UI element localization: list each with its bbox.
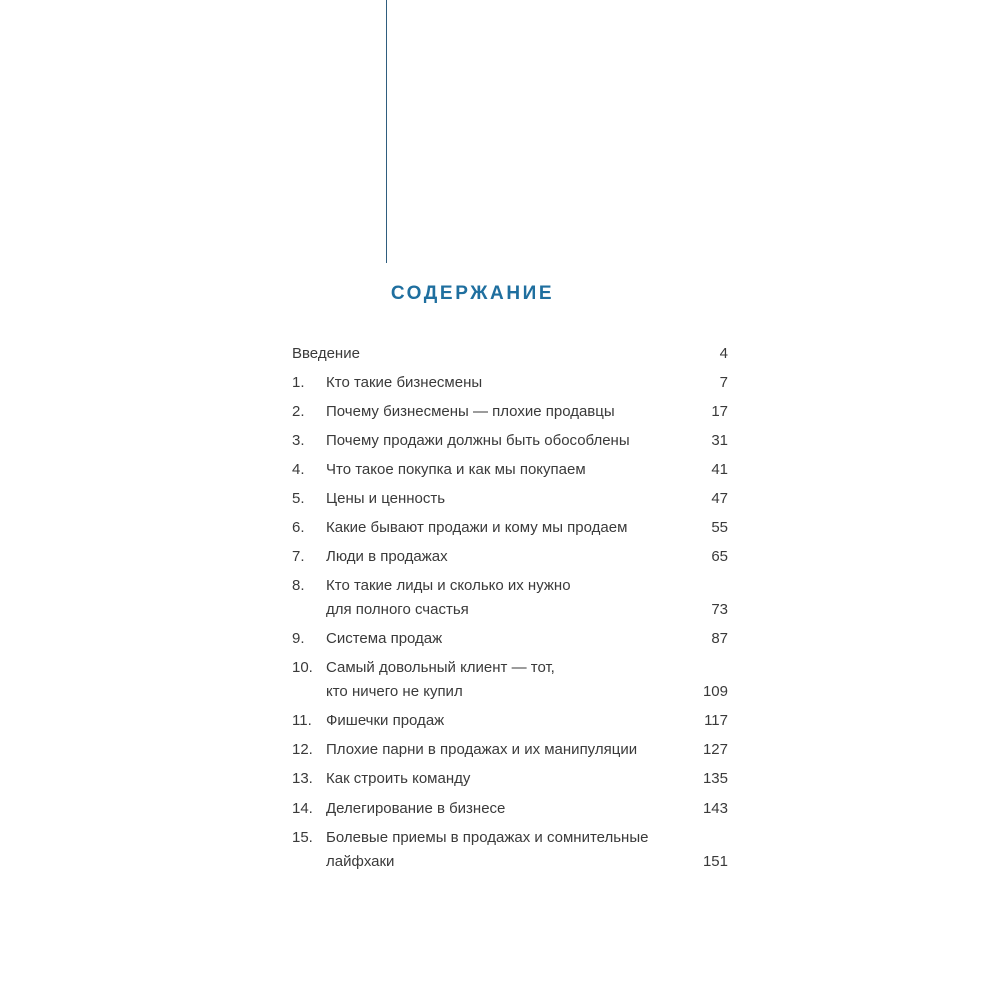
toc-entry-title: Какие бывают продажи и кому мы продаем: [326, 519, 628, 536]
toc-entry-page: 127: [702, 741, 728, 758]
toc-entry-title-line: Кто такие лиды и сколько их нужно: [326, 577, 571, 594]
toc-entry-page: 7: [719, 374, 728, 391]
toc-entry-number: 4.: [292, 461, 305, 478]
toc-entry-title: [326, 826, 676, 874]
toc-entry-title: Люди в продажах: [326, 548, 448, 565]
toc-entry-title: Делегирование в бизнесе: [326, 800, 506, 817]
toc-entry-number: 11.: [292, 712, 312, 729]
toc-entry-number: 10.: [292, 659, 313, 676]
toc-entry-number: 14.: [292, 800, 313, 817]
toc-entry-page: 31: [711, 432, 728, 449]
toc-entry-number: 7.: [292, 548, 305, 565]
toc-entry-number: 1.: [292, 374, 305, 391]
toc-entry-title: Что такое покупка и как мы покупаем: [326, 461, 586, 478]
toc-entry-number: 3.: [292, 432, 305, 449]
toc-entry-number: 15.: [292, 829, 313, 846]
page-title: СОДЕРЖАНИЕ: [390, 283, 555, 304]
toc-entry-page: 41: [711, 461, 728, 478]
table-of-contents: [292, 0, 728, 1000]
toc-entry-title: Фишечки продаж: [326, 712, 445, 729]
toc-entry-title: [326, 574, 676, 622]
toc-entry-title: [326, 656, 676, 704]
toc-entry-title-line: для полного счастья: [326, 601, 469, 618]
toc-entry-number: 12.: [292, 741, 313, 758]
toc-entry-title-line: Болевые приемы в продажах и сомнительные: [326, 829, 649, 846]
toc-entry-title: Почему продажи должны быть обособлены: [326, 432, 630, 449]
toc-entry-title-line: кто ничего не купил: [326, 683, 463, 700]
toc-entry-page: 73: [711, 601, 728, 618]
toc-entry-page: 135: [702, 770, 728, 787]
toc-entry-title: Как строить команду: [326, 770, 471, 787]
toc-entry-page: 143: [702, 800, 728, 817]
toc-entry-page: 65: [711, 548, 728, 565]
toc-entry-label: Введение: [292, 345, 360, 362]
toc-entry-page: 151: [702, 853, 728, 870]
toc-entry-page: 47: [711, 490, 728, 507]
toc-entry-title: Кто такие бизнесмены: [326, 374, 483, 391]
toc-entry-title: Цены и ценность: [326, 490, 446, 507]
toc-entry-number: 13.: [292, 770, 313, 787]
toc-entry-number: 8.: [292, 577, 305, 594]
toc-entry-number: 2.: [292, 403, 305, 420]
toc-entry-title: Система продаж: [326, 630, 443, 647]
toc-entry-page: 117: [704, 712, 728, 729]
toc-entry-page: 87: [711, 630, 728, 647]
toc-entry-number: 5.: [292, 490, 305, 507]
toc-entry-number: 9.: [292, 630, 305, 647]
toc-entry-page: 17: [711, 403, 728, 420]
toc-entry-page: 109: [702, 683, 728, 700]
toc-entry-title: Плохие парни в продажах и их манипуляции: [326, 741, 638, 758]
toc-entry-page: 55: [711, 519, 728, 536]
toc-entry-title-line: Самый довольный клиент — тот,: [326, 659, 555, 676]
toc-entry-title-line: лайфхаки: [326, 853, 395, 870]
toc-entry-page: 4: [719, 345, 728, 362]
toc-entry-number: 6.: [292, 519, 305, 536]
toc-entry-title: Почему бизнесмены — плохие продавцы: [326, 403, 615, 420]
